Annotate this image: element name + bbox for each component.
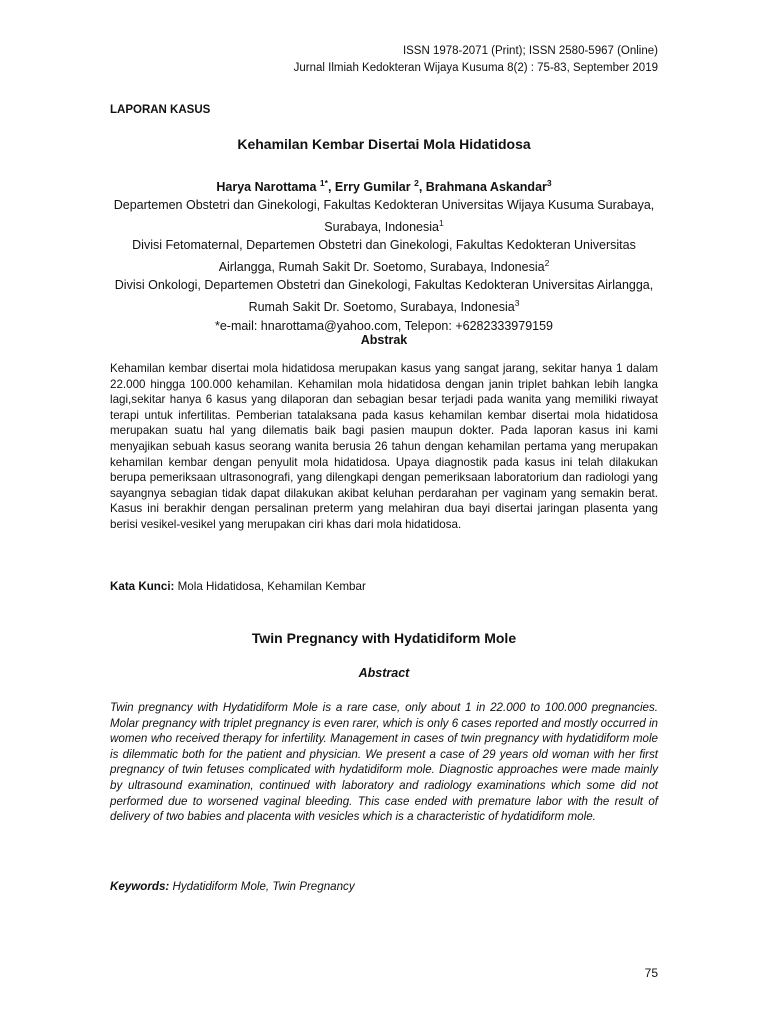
abstract-body: Twin pregnancy with Hydatidiform Mole is a rare case, only about 1 in 22.000 to 100.000 pregnancies. Molar pregnancy with triplet pregnancy is even rarer, which is only 6 cases reported and mostly occurred in women who received therapy for infertility. Management in cases of twin pregnancy with hydatidiform mole is dilemmatic both for the patient and physician. We present a case of 29 years old woman with her first pregnancy of twin fetuses complicated with hydatidiform mole. Diagnostic approaches were made mainly by ultrasound examination, continued with laboratory and radiology examinations which some did not performed due to worsened vaginal bleeding. This case ended with premature labor with the result of delivery of two babies and placenta with vesicles which is a characteristic of hydatidiform mole. bbox=[110, 701, 658, 824]
abstrak-body: Kehamilan kembar disertai mola hidatidosa merupakan kasus yang sangat jarang, sekitar hanya 1 dalam 22.000 hingga 100.000 kehamilan. Kehamilan mola hidatidosa dengan janin triplet bahkan lebih langka lagi,sekitar hanya 6 kasus yang dilaporan dan sebagian besar terjadi pada wanita yang memiliki riwayat terapi untuk infertilitas. Pemberian tatalaksana pada kasus kehamilan kembar disertai mola hidatidosa merupakan suatu hal yang dilematis baik bagi pasien maupun dokter. Pada laporan kasus ini kami menyajikan sebuah kasus seorang wanita berusia 26 tahun dengan kehamilan pertama yang merupakan kehamilan kembar dengan penyulit mola hidatidosa. Upaya diagnostik pada kasus ini telah dilakukan berupa pemeriksaan ultrasonografi, yang dilengkapi dengan pemeriksaan laboratorium dan radiologi yang sayangnya sebagian tidak dapat dilakukan akibat keluhan perdarahan per vaginam yang semakin berat. Kasus ini berakhir dengan persalinan preterm yang melahiran dua bayi disertai jaringan plasenta yang berisi vesikel-vesikel yang merupakan ciri khas dari mola hidatidosa. bbox=[110, 362, 658, 531]
affiliation-2: Divisi Fetomaternal, Departemen Obstetri dan Ginekologi, Fakultas Kedokteran Universitas Airlangga, Rumah Sakit Dr. Soetomo, Surabaya, Indonesia$^2$ bbox=[132, 238, 636, 275]
author-block bbox=[110, 174, 658, 335]
keywords-english-values: Hydatidiform Mole, Twin Pregnancy bbox=[169, 880, 355, 893]
author-list bbox=[110, 174, 658, 196]
author-1-marker: 1* bbox=[319, 178, 328, 188]
article-title-indonesian: Kehamilan Kembar Disertai Mola Hidatidosa bbox=[237, 136, 531, 152]
contact-line: *e-mail: hnarottama@yahoo.com, Telepon: +6282333979159 bbox=[214, 318, 554, 333]
keywords-indonesian-values: Mola Hidatidosa, Kehamilan Kembar bbox=[174, 580, 366, 593]
author-1: Harya Narottama bbox=[216, 180, 320, 195]
author-3-marker: 3 bbox=[546, 178, 552, 188]
author-2: , Erry Gumilar bbox=[327, 180, 415, 195]
journal-citation: Jurnal Ilmiah Kedokteran Wijaya Kusuma 8(2) : 75-83, September 2019 bbox=[293, 62, 658, 74]
author-3: , Brahmana Askandar bbox=[418, 180, 547, 195]
keywords-english-label: Keywords: bbox=[110, 880, 170, 893]
page-number: 75 bbox=[644, 966, 658, 980]
article-type-label: LAPORAN KASUS bbox=[110, 104, 211, 116]
abstrak-heading: Abstrak bbox=[360, 333, 408, 347]
keywords-english bbox=[110, 880, 355, 893]
issn-line: ISSN 1978-2071 (Print); ISSN 2580-5967 (Online) bbox=[402, 45, 658, 57]
affiliation-1: Departemen Obstetri dan Ginekologi, Fakultas Kedokteran Universitas Wijaya Kusuma Surabaya, Surabaya, Indonesia$^1$ bbox=[113, 198, 655, 235]
keywords-indonesian bbox=[110, 580, 366, 593]
article-title-english: Twin Pregnancy with Hydatidiform Mole bbox=[251, 630, 517, 646]
author-2-marker: 2 bbox=[414, 178, 419, 188]
affiliation-3: Divisi Onkologi, Departemen Obstetri dan Ginekologi, Fakultas Kedokteran Universitas Airlangga, Rumah Sakit Dr. Soetomo, Surabaya, Indonesia$^3$ bbox=[114, 278, 654, 315]
keywords-indonesian-label: Kata Kunci: bbox=[110, 580, 175, 593]
abstract-heading: Abstract bbox=[358, 666, 410, 680]
